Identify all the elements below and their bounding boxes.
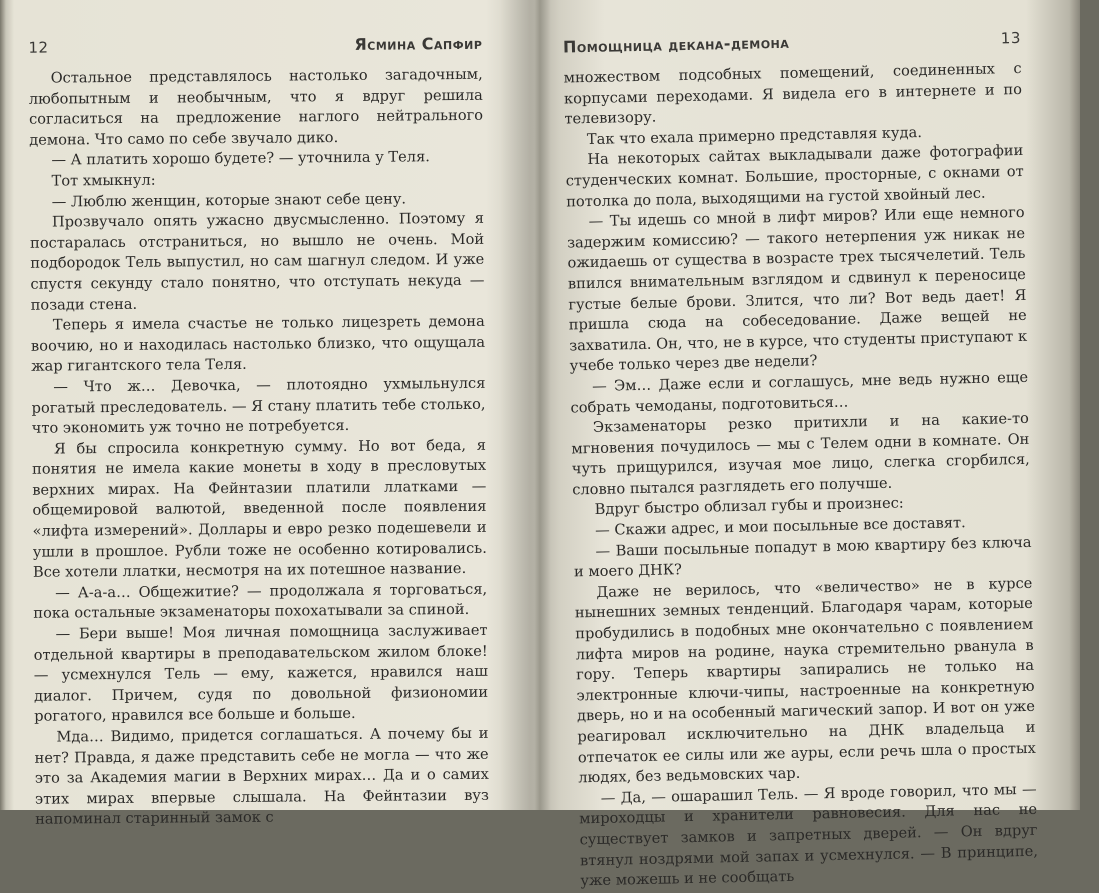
paragraph: Вдруг быстро облизал губы и произнес:: [594, 494, 904, 519]
paragraph: Прозвучало опять ужасно двусмысленно. Поэтому я постаралась отстраниться, но вышло не очень. Мой подбородок Тель выпустил, но сам шагнул следом. И уже спустя секунду стало понятно, что отступать некуда — позади стена.: [30, 209, 485, 314]
paragraph: — Ваши посыльные попадут в мою квартиру без ключа и моего ДНК?: [573, 533, 1032, 581]
paragraph: — Ты идешь со мной в лифт миров? Или еще немного задержим комиссию? — такого нетерпения уж никак не ожидаешь от существа в возрасте трех тысячелетий. Тель впился внимательным взглядом и сдвинул к переносице густые белые брови. Злится, что ли? Вот ведь дает! Я пришла сюда на собеседование. Даже вещей не захватила. Он, что, не в курсе, что студенты приступают к учебе только через две недели?: [566, 204, 1028, 375]
left-page-number: 12: [28, 38, 49, 57]
paragraph: — Да, — ошарашил Тель. — Я вроде говорил, что мы — мироходцы и хранители равновесия. Для нас не существует замков и запретных дверей. — Он вдруг втянул ноздрями мой запах и усмехнулся. — В принципе, уже можешь и не сообщать: [578, 780, 1039, 890]
left-running-title: Ясмина Сапфир: [354, 33, 483, 54]
paragraph: Я бы спросила конкретную сумму. Но вот беда, я понятия не имела какие монеты в ходу в пресловутых верхних мирах. На Фейнтазии платили ллатками — общемировой валютой, введенной после появления «лифта измерений». Доллары и евро резко подешевели и ушли в прошлое. Рубли тоже не особенно котировались. Все хотели ллатки, несмотря на их потешное название.: [32, 436, 487, 581]
paragraph: — А-а-а… Общежитие? — продолжала я торговаться, пока остальные экзаменаторы похохатывали за спиной.: [33, 580, 488, 623]
right-body-text: [563, 59, 1038, 892]
paragraph: — Бери выше! Моя личная помощница заслуживает отдельной квартиры в преподавательском жилом блоке! — усмехнулся Тель — ему, кажется, нравился наш диалог. Причем, судя по довольной физиономии рогатого, нравился все больше и больше.: [33, 621, 489, 726]
left-running-head: [28, 34, 482, 57]
paragraph: Даже не верилось, что «величество» не в курсе нынешних земных тенденций. Благодаря чарам, которые пробудились в подобных мне окончательно с появлением лифта миров на родине, наука стремительно рванула в гору. Теперь квартиры запирались не только на электронные ключи-чипы, настроенные на конкретную дверь, но и на особенный магический запор. И вот он уже реагировал исключительно на ДНК владельца и отпечаток ее силы или же ауры, если речь шла о простых людях, без ведьмовских чар.: [574, 574, 1036, 787]
paragraph: — Эм… Даже если и соглашусь, мне ведь нужно еще собрать чемоданы, подготовиться…: [570, 368, 1029, 416]
right-running-title: Помощница декана-демона: [562, 32, 790, 57]
paragraph: — Что ж… Девочка, — плотоядно ухмыльнулся рогатый преследователь. — Я стану платить тебе столько, что экономить уж точно не потребуется.: [31, 374, 486, 437]
paragraph: — А платить хорошо будете? — уточнила у Теля.: [51, 148, 430, 169]
paragraph: Экзаменаторы резко притихли и на какие-то мгновения почудилось — мы с Телем одни в комнате. Он чуть прищурился, изучая мое лицо, слегка сгорбился, словно пытался разглядеть его получше.: [571, 409, 1030, 499]
right-page-number: 13: [1000, 28, 1022, 48]
paragraph: — Люблю женщин, которые знают себе цену.: [51, 190, 407, 211]
left-body-text: [29, 65, 490, 831]
paragraph: На некоторых сайтах выкладывали даже фотографии студенческих комнат. Большие, просторные, с окнами от потолка до пола, выходящими на густой хвойный лес.: [565, 142, 1024, 211]
paragraph: Мда… Видимо, придется соглашаться. А почему бы и нет? Правда, я даже представить себе не могла — что же это за Академия магии в Верхних мирах… Да и о самих этих мирах впервые слышала. На Фейнтазии вуз напоминал старинный замок с: [34, 724, 490, 829]
left-page: [0, 0, 537, 829]
paragraph: Остальное представлялось настолько загадочным, любопытным и необычным, что я вдруг решила согласиться на предложение наглого нейтрального демона. Что само по себе звучало дико.: [28, 65, 484, 149]
paragraph: — Скажи адрес, и мои посыльные все доставят.: [594, 514, 966, 540]
paragraph: Теперь я имела счастье не только лицезреть демона воочию, но и находилась настолько близко, что ощущала жар гигантского тела Теля.: [30, 312, 486, 376]
paragraph: Тот хмыкнул:: [51, 171, 156, 190]
paragraph: множеством подсобных помещений, соединенных с корпусами переходами. Я видела его в интернете и по телевизору.: [563, 59, 1023, 128]
paragraph: Так что ехала примерно представляя куда.: [586, 123, 923, 148]
right-running-head: [563, 28, 1021, 57]
right-page: [540, 0, 1097, 890]
